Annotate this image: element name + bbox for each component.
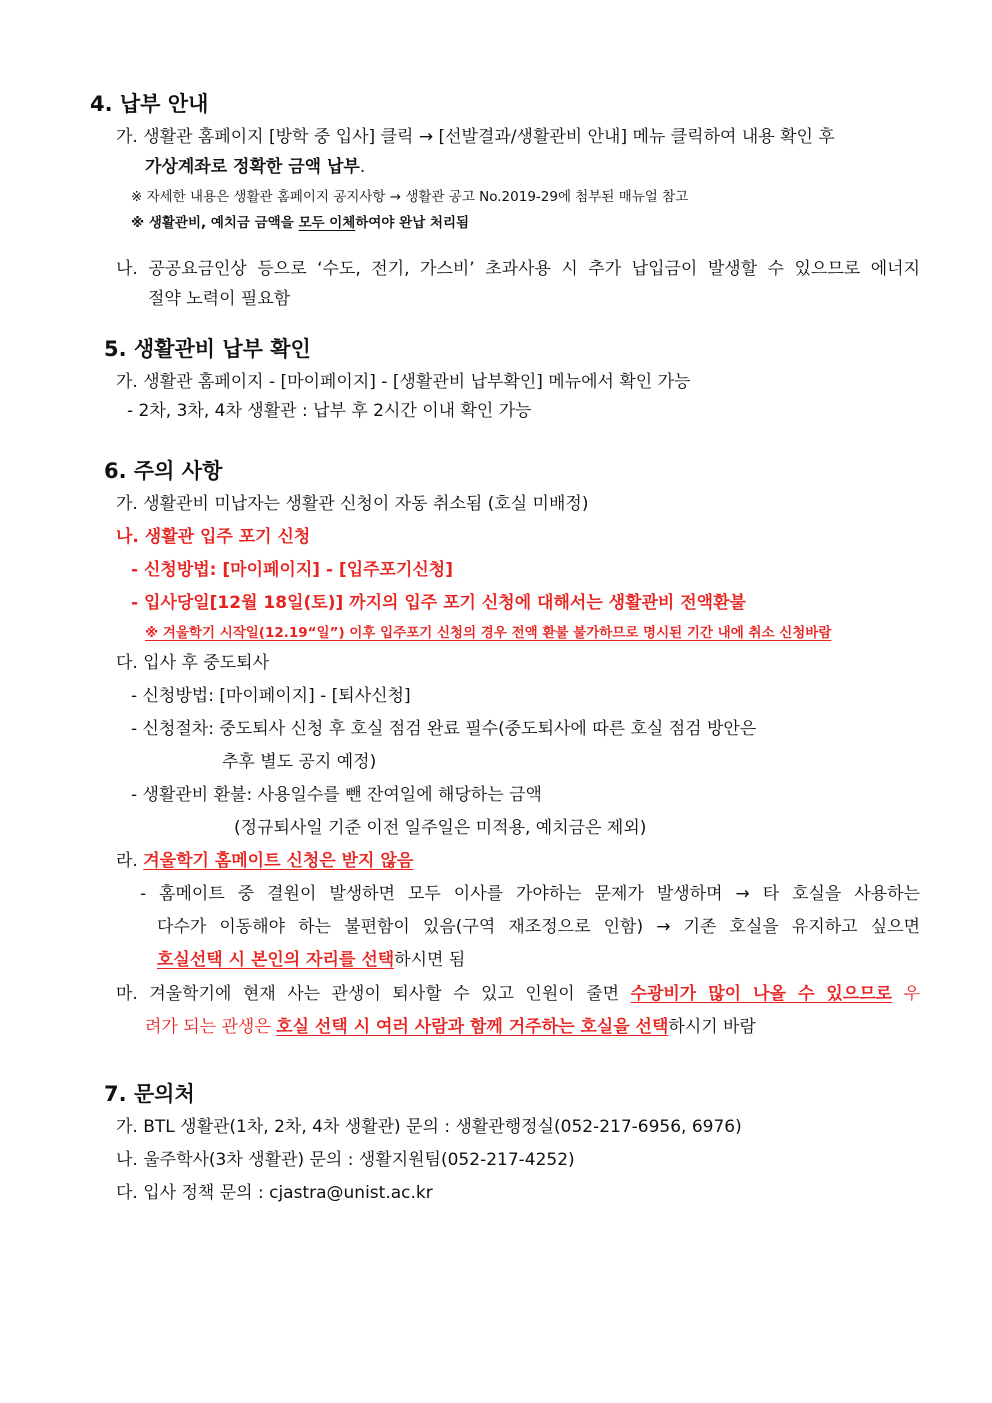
s4-item-b-line2: 절약 노력이 필요함 [148,289,291,309]
s4-note-2 [131,214,469,232]
s6-item-c-refund: - 생활관비 환불: 사용일수를 뺀 잔여일에 해당하는 금액 [131,785,542,805]
s6-item-d-line3-emphasis: 호실선택 시 본인의 자리를 선택 [157,950,395,970]
s4-item-a-line1: 가. 생활관 홈페이지 [방학 중 입사] 클릭 → [선발결과/생활관비 안내] 메뉴 클릭하여 내용 확인 후 [116,127,835,147]
s4-note-2-post: 하여야 완납 처리됨 [355,215,470,231]
s6-item-d-prefix: 라. [116,851,144,871]
s6-item-d-emphasis: 겨울학기 홈메이트 신청은 받지 않음 [143,851,414,871]
s6-item-d-line3 [157,949,465,971]
s5-item-a-sub: - 2차, 3차, 4차 생활관 : 납부 후 2시간 이내 확인 가능 [127,401,532,421]
s7-contact-policy: 다. 입사 정책 문의 : cjastra@unist.ac.kr [116,1183,433,1203]
s6-item-e-line2-emphasis: 호실 선택 시 여러 사람과 함께 거주하는 호실을 선택 [276,1017,669,1037]
s5-item-a: 가. 생활관 홈페이지 - [마이페이지] - [생활관비 납부확인] 메뉴에서 확인 가능 [116,372,691,392]
s6-item-a: 가. 생활관비 미납자는 생활관 신청이 자동 취소됨 (호실 미배정) [116,494,589,514]
s4-note-2-underlined: 모두 이체 [298,215,356,231]
s4-item-b-line1: 나. 공공요금인상 등으로 ‘수도, 전기, 가스비’ 초과사용 시 추가 납입금이 발생할 수 있으므로 에너지 [116,259,920,279]
s6-item-e-emphasis: 수광비가 많이 나올 수 있으므로 [630,984,893,1004]
s6-item-e-red: 우 [892,984,920,1004]
s6-item-e-line2-red: 려가 되는 관생은 [145,1017,277,1037]
s6-item-d-line2: 다수가 이동해야 하는 불편함이 있음(구역 재조정으로 인함) → 기존 호실을 유지하고 싶으면 [157,917,920,937]
s4-note-1: ※ 자세한 내용은 생활관 홈페이지 공지사항 → 생활관 공고 No.2019-29에 첨부된 매뉴얼 참고 [131,189,689,205]
s6-item-c-procedure: - 신청절차: 중도퇴사 신청 후 호실 점검 완료 필수(중도퇴사에 따른 호실 점검 방안은 [131,719,757,739]
s4-note-2-pre: ※ 생활관비, 예치금 금액을 [131,215,299,231]
s7-contact-btl: 가. BTL 생활관(1차, 2차, 4차 생활관) 문의 : 생활관행정실(052-217-6956, 6976) [116,1117,742,1137]
s6-item-b-method: - 신청방법: [마이페이지] - [입주포기신청] [131,560,453,580]
s4-bold-text: 가상계좌로 정확한 금액 납부 [145,157,360,177]
section-7-title: 7. 문의처 [104,1082,195,1106]
s6-item-e-line2-tail: 하시기 바람 [668,1017,756,1037]
section-6-title: 6. 주의 사항 [104,459,223,483]
s6-item-b: 나. 생활관 입주 포기 신청 [116,527,311,547]
s6-item-e-line2 [145,1016,756,1038]
s6-item-d [116,850,413,872]
s6-item-e-line1 [116,983,920,1005]
s6-item-d-line1: - 홈메이트 중 결원이 발생하면 모두 이사를 가야하는 문제가 발생하며 → 타 호실을 사용하는 [140,884,920,904]
section-4-title: 4. 납부 안내 [90,92,209,116]
s4-item-a-line2 [145,156,365,178]
s6-item-b-note: ※ 겨울학기 시작일(12.19“일”) 이후 입주포기 신청의 경우 전액 환불 불가하므로 명시된 기간 내에 취소 신청바람 [145,625,832,641]
s6-item-c: 다. 입사 후 중도퇴사 [116,653,269,673]
s6-item-e-prefix: 마. 겨울학기에 현재 사는 관생이 퇴사할 수 있고 인원이 줄면 [116,984,631,1004]
section-5-title: 5. 생활관비 납부 확인 [104,337,311,361]
s6-item-c-procedure-cont: 추후 별도 공지 예정) [222,752,377,772]
s6-item-d-line3-tail: 하시면 됨 [394,950,466,970]
s6-item-c-refund-cont: (정규퇴사일 기준 이전 일주일은 미적용, 예치금은 제외) [234,818,647,838]
s7-contact-ulju: 나. 울주학사(3차 생활관) 문의 : 생활지원팀(052-217-4252) [116,1150,575,1170]
s6-item-b-refund: - 입사당일[12월 18일(토)] 까지의 입주 포기 신청에 대해서는 생활관비 전액환불 [131,593,746,613]
s6-item-c-method: - 신청방법: [마이페이지] - [퇴사신청] [131,686,411,706]
s4-period: . [359,157,366,177]
